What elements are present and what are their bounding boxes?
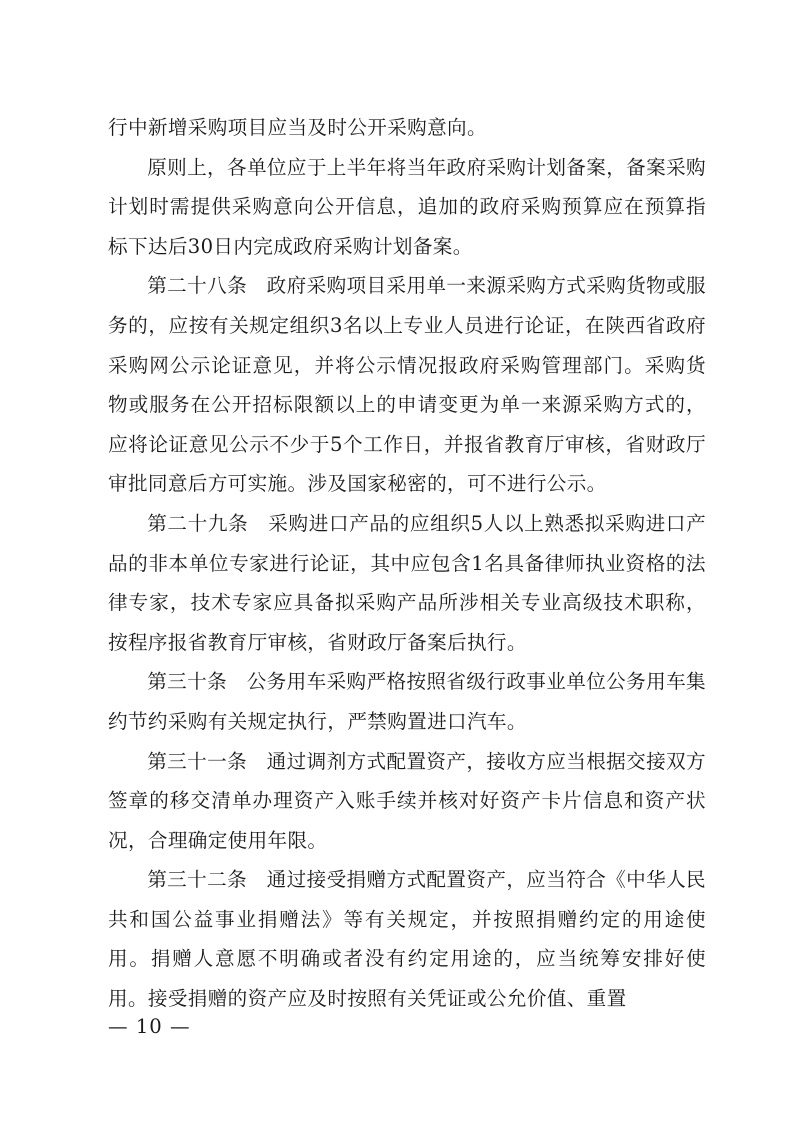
paragraph-2 [108,148,706,267]
paragraph-1 [108,108,706,148]
article-32 [108,860,706,1018]
paragraph-text: 行中新增采购项目应当及时公开采购意向。 [108,116,487,139]
article-heading: 第二十八条 [147,274,248,298]
article-heading: 第三十条 [147,670,228,694]
article-text: 公务用车采购严格按照省级行政事业单位公务用车集约节约采购有关规定执行，严禁购置进口汽车。 [108,670,706,733]
article-29 [108,504,706,662]
paragraph-text: 原则上，各单位应于上半年将当年政府采购计划备案，备案采购计划时需提供采购意向公开信息，追加的政府采购预算应在预算指标下达后30日内完成政府采购计划备案。 [108,155,706,258]
article-heading: 第三十二条 [147,868,248,892]
article-text: 政府采购项目采用单一来源采购方式采购货物或服务的，应按有关规定组织3名以上专业人员进行论证，在陕西省政府采购网公示论证意见，并将公示情况报政府采购管理部门。采购货物或服务在公开招标限额以上的申请变更为单一来源采购方式的，应将论证意见公示不少于5个工作日，并报省教育厅审核，省财政厅审批同意后方可实施。涉及国家秘密的，可不进行公示。 [108,274,707,496]
page-number: — 10 — [108,1015,191,1038]
article-text: 通过接受捐赠方式配置资产，应当符合《中华人民共和国公益事业捐赠法》等有关规定，并按照捐赠约定的用途使用。捐赠人意愿不明确或者没有约定用途的，应当统筹安排好使用。接受捐赠的资产应及时按照有关凭证或公允价值、重置 [108,868,707,1011]
article-30 [108,662,706,741]
article-28 [108,266,706,504]
article-31 [108,742,706,861]
article-heading: 第三十一条 [147,749,248,773]
article-text: 通过调剂方式配置资产，接收方应当根据交接双方签章的移交清单办理资产入账手续并核对好资产卡片信息和资产状况，合理确定使用年限。 [108,749,707,852]
article-heading: 第二十九条 [147,511,249,535]
document-body [108,108,706,1019]
article-text: 采购进口产品的应组织5人以上熟悉拟采购进口产品的非本单位专家进行论证，其中应包含1名具备律师执业资格的法律专家，技术专家应具备拟采购产品所涉相关专业高级技术职称，按程序报省教育厅审核，省财政厅备案后执行。 [108,511,707,654]
